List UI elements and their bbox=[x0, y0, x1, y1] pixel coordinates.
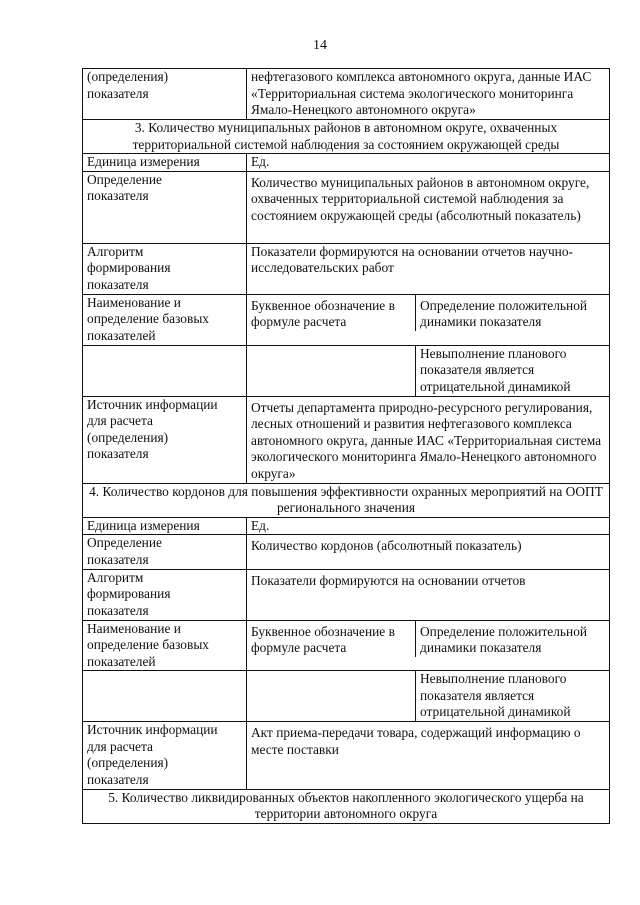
table-row bbox=[83, 243, 610, 294]
unit-label: Единица измерения bbox=[83, 517, 247, 535]
algorithm-value: Показатели формируются на основании отчетов bbox=[247, 569, 610, 620]
base-indicators-cell bbox=[247, 671, 610, 722]
table-row bbox=[83, 722, 610, 789]
negative-dynamics: Невыполнение планового показателя является отрицательной динамикой bbox=[420, 671, 571, 720]
section-3-title: 3. Количество муниципальных районов в автономном округе, охваченных территориальной системой наблюдения за состоянием окружающей среды bbox=[83, 120, 610, 154]
definition-value: Количество кордонов (абсолютный показатель) bbox=[247, 535, 610, 569]
table-row bbox=[83, 294, 610, 345]
base-indicators-cell bbox=[247, 620, 610, 671]
empty-cell bbox=[83, 345, 247, 396]
unit-value: Ед. bbox=[247, 517, 610, 535]
table-row bbox=[83, 396, 610, 483]
row-value: нефтегазового комплекса автономного округа, данные ИАС «Территориальная система экологического мониторинга Ямало-Ненецкого автономного округа» bbox=[247, 69, 610, 120]
definition-value: Количество муниципальных районов в автономном округе, охваченных территориальной системой наблюдения за состоянием окружающей среды (абсолютный показатель) bbox=[247, 171, 610, 243]
source-label: Источник информации для расчета (определения) показателя bbox=[83, 722, 247, 789]
algorithm-label: Алгоритм формирования показателя bbox=[83, 569, 247, 620]
positive-dynamics: Определение положительной динамики показателя bbox=[420, 297, 588, 330]
unit-label: Единица измерения bbox=[83, 154, 247, 172]
row-label: (определения) показателя bbox=[83, 69, 247, 120]
unit-value: Ед. bbox=[247, 154, 610, 172]
positive-dynamics: Определение положительной динамики показателя bbox=[420, 623, 588, 656]
table-row bbox=[83, 69, 610, 120]
base-indicators-label: Наименование и определение базовых показателей bbox=[83, 294, 247, 345]
source-value: Отчеты департамента природно-ресурсного регулирования, лесных отношений и развития нефтегазового комплекса автономного округа, данные ИАС «Территориальная система экологического мониторинга Ямало-Ненецкого автономного округа» bbox=[247, 396, 610, 483]
negative-dynamics: Невыполнение планового показателя является отрицательной динамикой bbox=[420, 345, 571, 394]
section-header-row bbox=[83, 789, 610, 823]
empty-cell bbox=[247, 346, 416, 396]
table-row bbox=[83, 671, 610, 722]
section-5-title: 5. Количество ликвидированных объектов накопленного экологического ущерба на территории автономного округа bbox=[83, 789, 610, 823]
indicator-table bbox=[82, 68, 610, 824]
table-row bbox=[83, 535, 610, 569]
table-row bbox=[83, 620, 610, 671]
letter-designation: Буквенное обозначение в формуле расчета bbox=[247, 295, 416, 331]
table-row bbox=[83, 345, 610, 396]
source-value: Акт приема-передачи товара, содержащий информацию о месте поставки bbox=[247, 722, 610, 789]
algorithm-value: Показатели формируются на основании отчетов научно-исследовательских работ bbox=[247, 243, 610, 294]
source-label: Источник информации для расчета (определения) показателя bbox=[83, 396, 247, 483]
definition-label: Определение показателя bbox=[83, 535, 247, 569]
section-4-title: 4. Количество кордонов для повышения эффективности охранных мероприятий на ООПТ регионального значения bbox=[83, 483, 610, 517]
empty-cell bbox=[247, 671, 416, 721]
base-indicators-cell bbox=[247, 294, 610, 345]
page-number: 14 bbox=[313, 38, 327, 53]
definition-label: Определение показателя bbox=[83, 171, 247, 243]
base-indicators-label: Наименование и определение базовых показателей bbox=[83, 620, 247, 671]
section-header-row bbox=[83, 483, 610, 517]
table-row bbox=[83, 517, 610, 535]
table-row bbox=[83, 569, 610, 620]
empty-cell bbox=[83, 671, 247, 722]
section-header-row bbox=[83, 120, 610, 154]
letter-designation: Буквенное обозначение в формуле расчета bbox=[247, 621, 416, 657]
algorithm-label: Алгоритм формирования показателя bbox=[83, 243, 247, 294]
table-row bbox=[83, 154, 610, 172]
base-indicators-cell bbox=[247, 345, 610, 396]
table-row bbox=[83, 171, 610, 243]
